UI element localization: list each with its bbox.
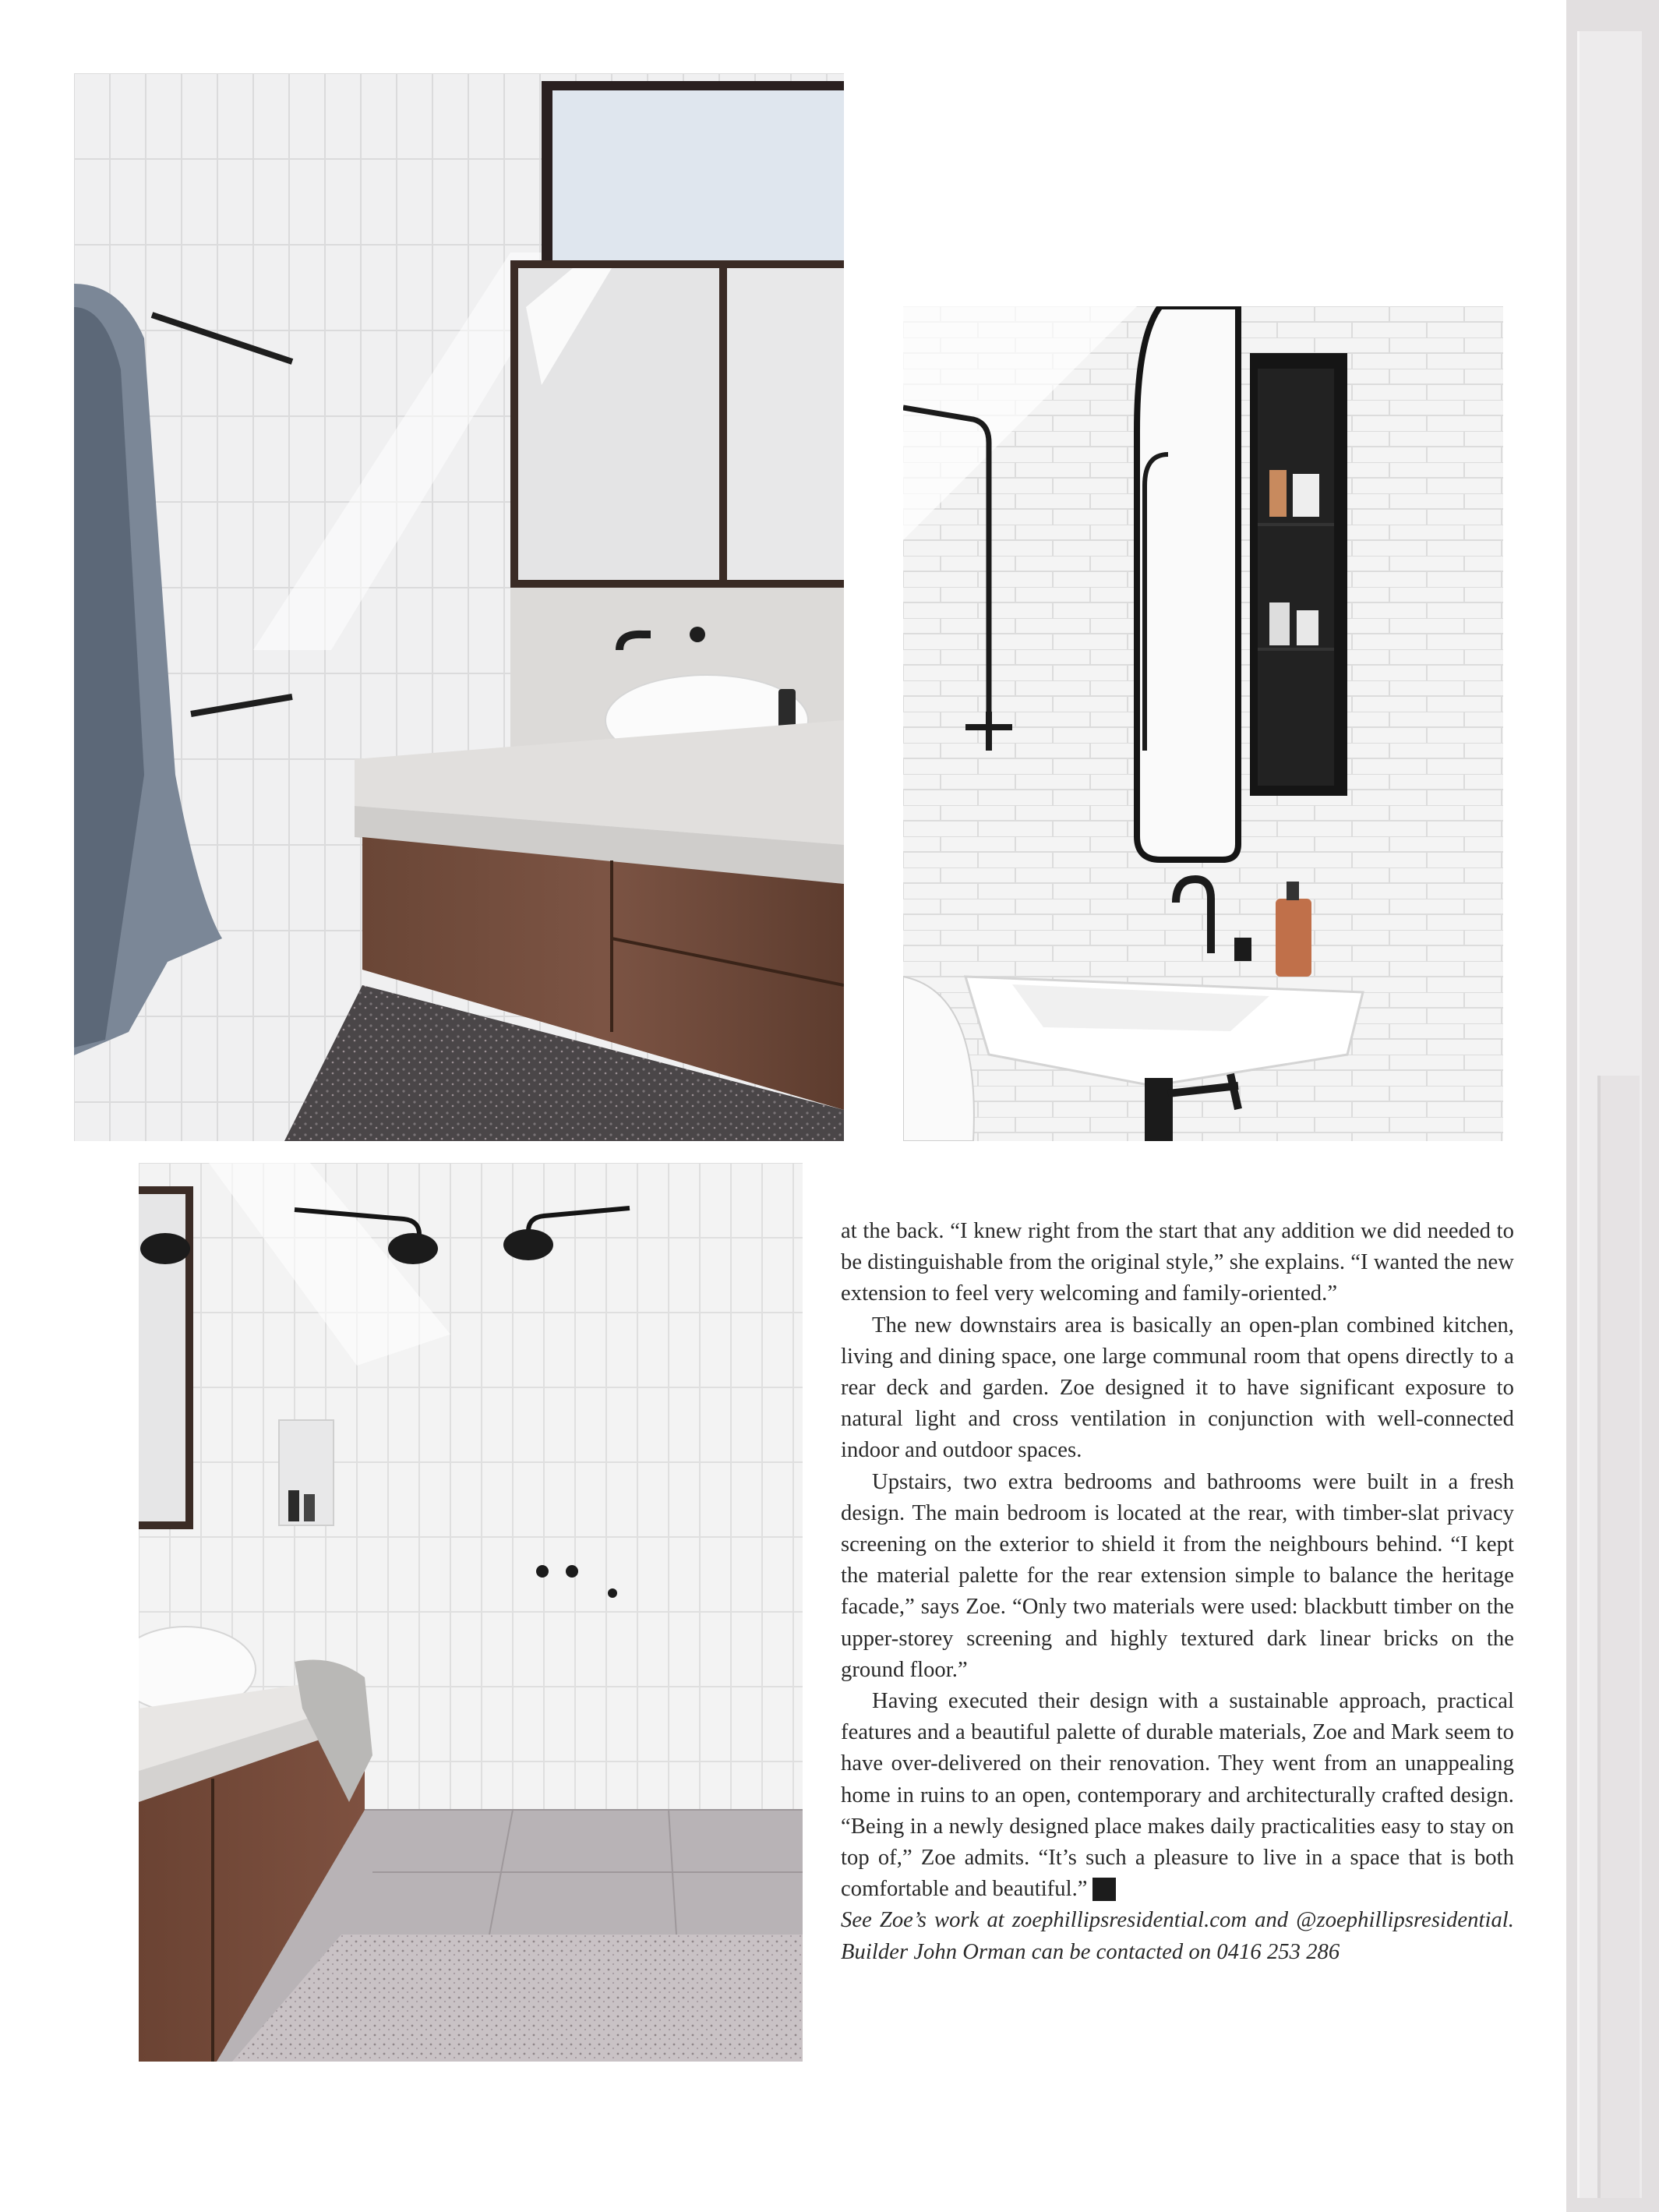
photo-walk-in-shower [139,1163,803,2062]
end-mark-logo: 10 [1092,1878,1116,1901]
page-edge-door-frame [1597,1076,1640,2198]
photo-bathroom-basin-cabinet [903,306,1503,1141]
photo-bathroom-vanity-window [74,73,844,1141]
article-paragraph-text: Having executed their design with a sustainable approach, practical features and a beautiful palette of durable materials, Zoe and Mark seem to have over-delivered on their renovation. They went from an unappealing home in ruins to an open, contemporary and architecturally crafted design. “Being in a newly designed place makes daily practicalities easy to stay on top of,” Zoe admits. “It’s such a pleasure to live in a space that is both comfortable and beautiful.” [841,1689,1514,1902]
article-paragraph: at the back. “I knew right from the start that any addition we did needed to be distinguishable from the original style,” she explains. “I wanted the new extension to feel very welcoming and family-oriented.” [841,1219,1514,1306]
article-paragraph: Upstairs, two extra bedrooms and bathrooms were built in a fresh design. The main bedroom is located at the rear, with timber-slat privacy screening on the exterior to shield it from the neighbours behind. “I kept the material palette for the rear extension simple to balance the heritage facade,” says Zoe. “Only two materials were used: blackbutt timber on the upper-storey screening and highly textured dark linear bricks on the ground floor.” [841,1469,1514,1682]
adjacent-page-edge [1566,0,1659,2212]
article-paragraph: The new downstairs area is basically an open-plan combined kitchen, living and dining space, one large communal room that opens directly to a rear deck and garden. Zoe designed it to have significant exposure to natural light and cross ventilation in conjunction with well-connected indoor and outdoor spaces. [841,1313,1514,1463]
article-paragraph-final [841,1686,1514,1905]
article-body [841,1216,1514,1968]
article-credit: See Zoe’s work at zoephillipsresidential.com and @zoephillipsresidential. Builder John Orman can be contacted on 0416 253 286 [841,1908,1514,1964]
